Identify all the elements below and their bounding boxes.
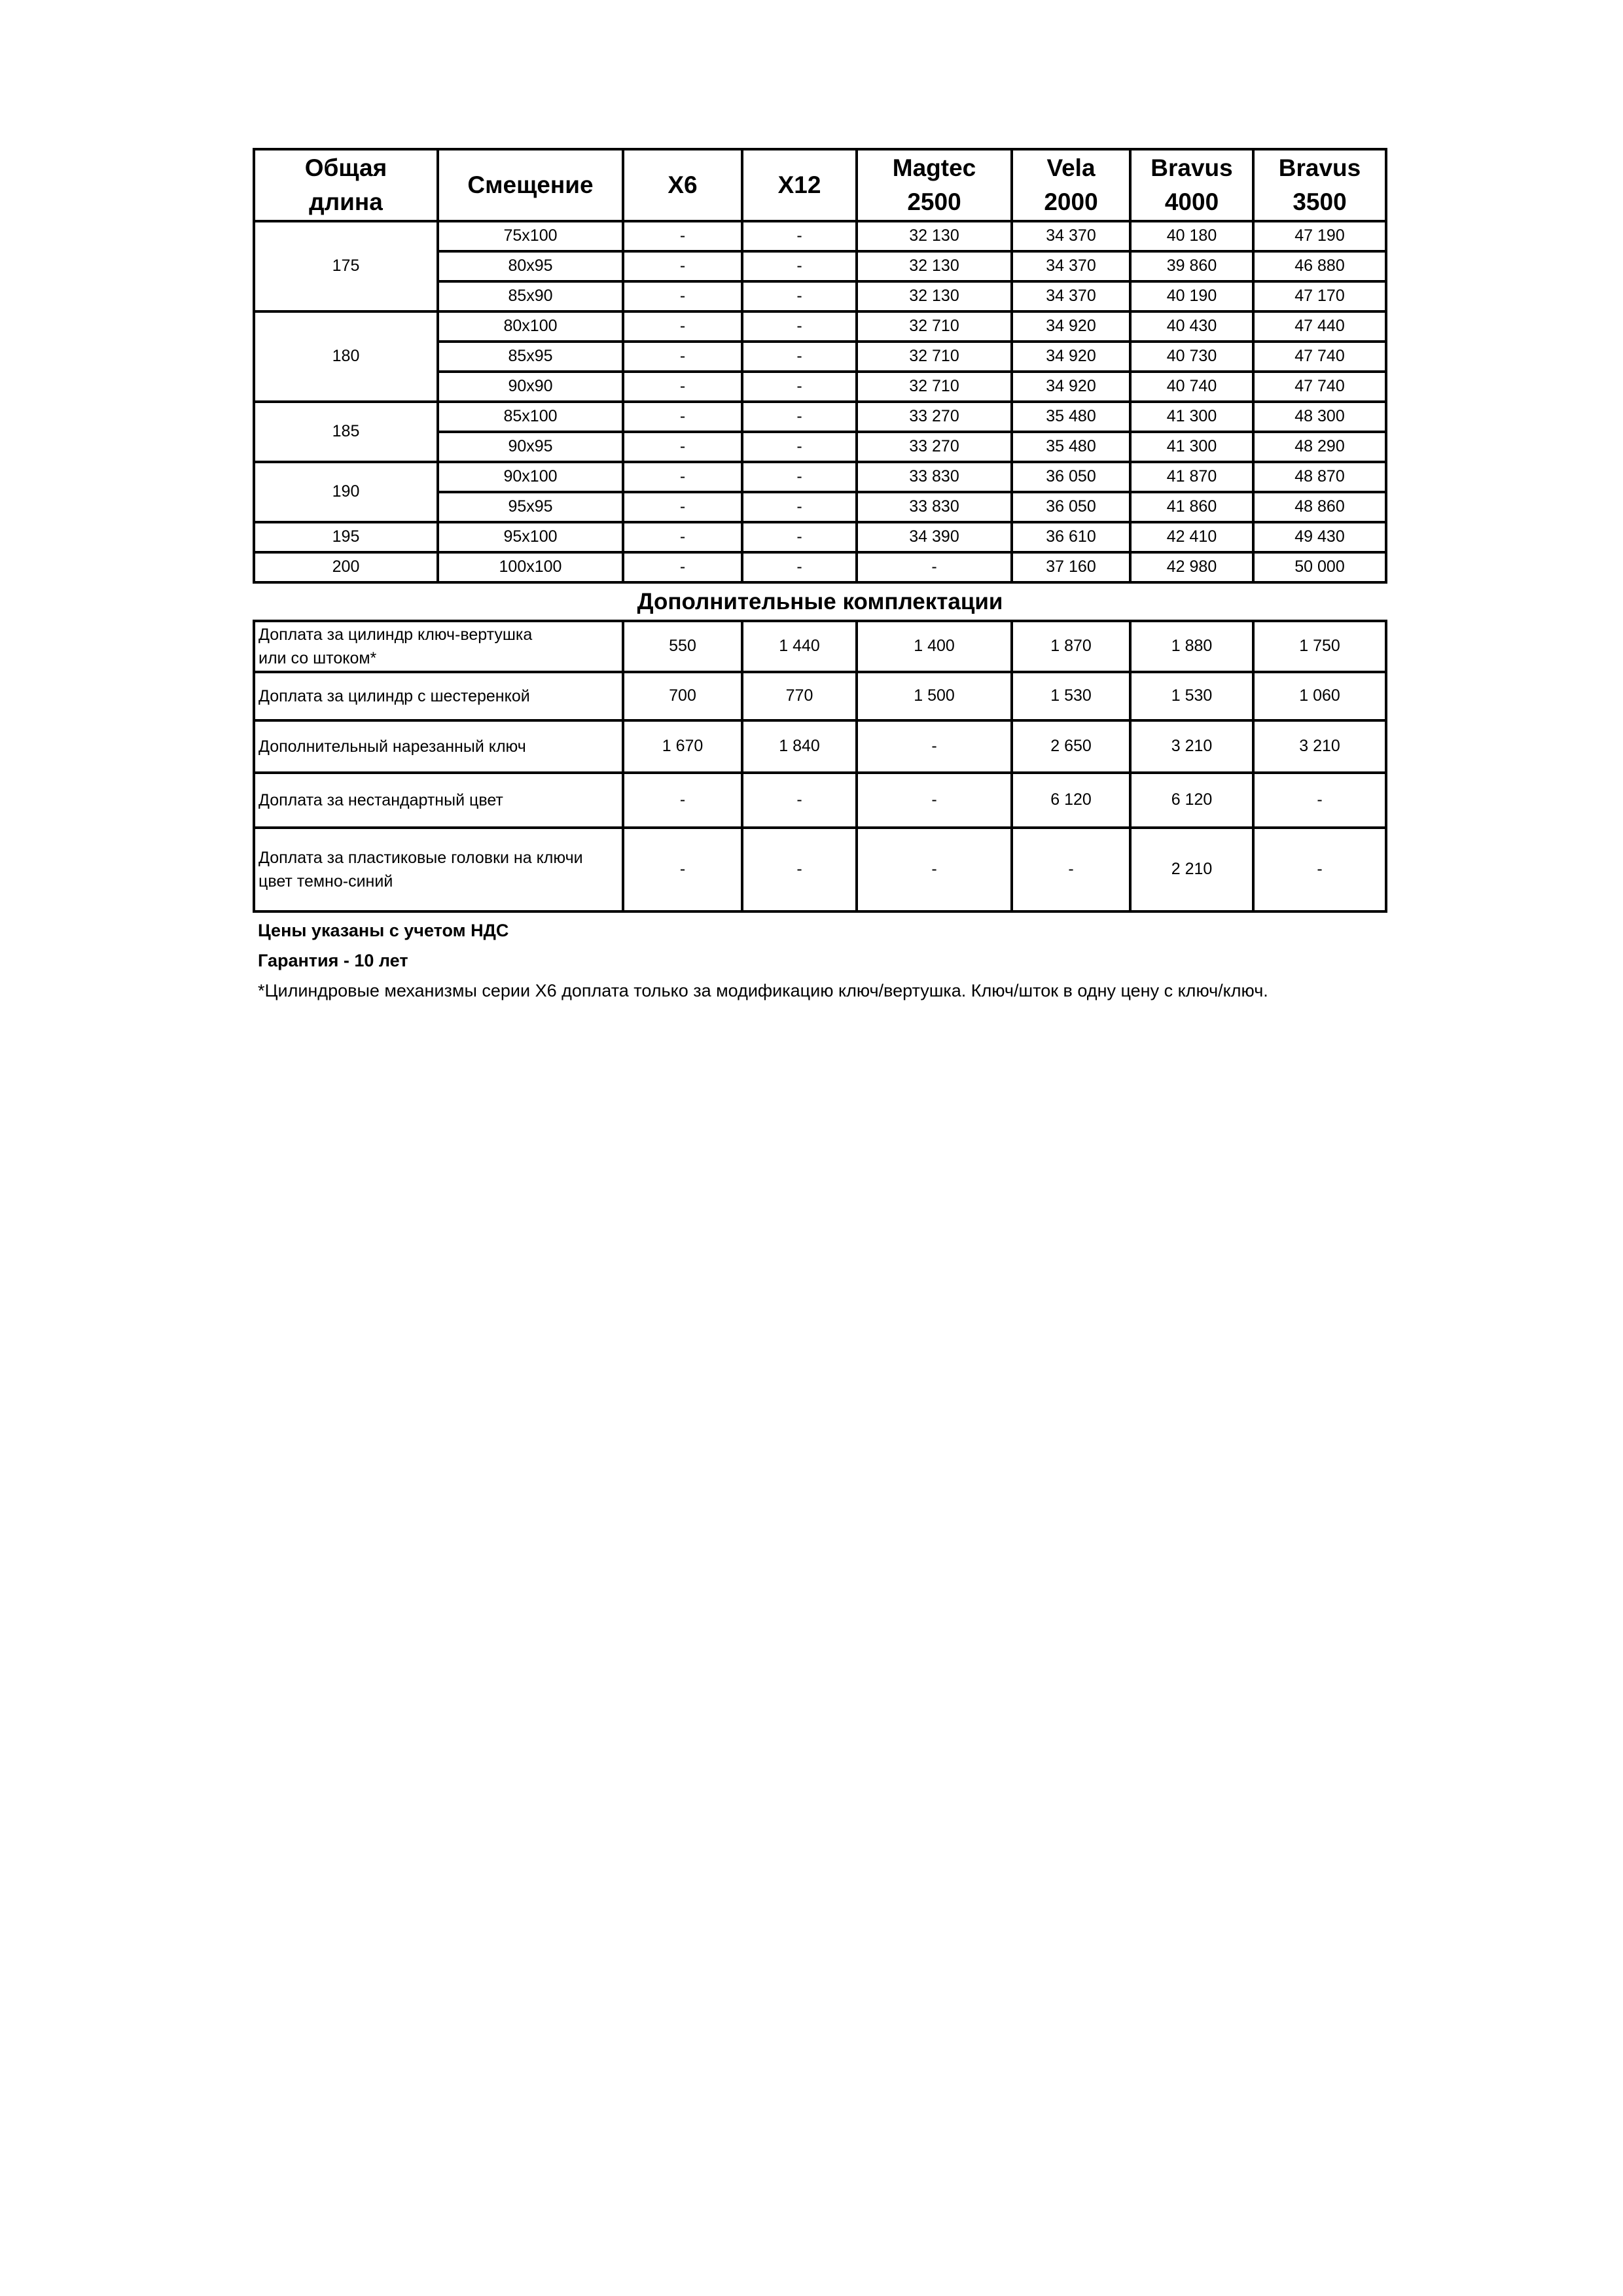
- price-cell: -: [623, 462, 742, 492]
- column-header: [1130, 149, 1253, 221]
- extras-price-cell: -: [742, 828, 857, 911]
- extras-label-line: Доплата за цилиндр ключ-вертушка: [259, 625, 533, 644]
- price-cell: -: [742, 221, 857, 251]
- extras-price-cell: 1 400: [857, 621, 1012, 672]
- price-cell: 36 050: [1012, 462, 1130, 492]
- extras-price-cell: -: [742, 773, 857, 828]
- extras-row: [254, 828, 1386, 911]
- price-cell: -: [742, 281, 857, 311]
- price-cell: 36 050: [1012, 492, 1130, 522]
- extras-price-cell: -: [857, 828, 1012, 911]
- price-cell: 32 130: [857, 221, 1012, 251]
- price-cell: 41 300: [1130, 432, 1253, 462]
- length-cell: 195: [254, 522, 438, 552]
- offset-cell: 95x95: [438, 492, 623, 522]
- price-cell: 42 980: [1130, 552, 1253, 582]
- price-cell: -: [742, 372, 857, 402]
- extras-table-body: [254, 621, 1386, 911]
- price-cell: 47 440: [1253, 311, 1386, 342]
- extras-label: [254, 828, 623, 911]
- extras-price-cell: 3 210: [1130, 720, 1253, 773]
- extras-price-cell: 6 120: [1130, 773, 1253, 828]
- column-header: [623, 149, 742, 221]
- price-cell: 48 290: [1253, 432, 1386, 462]
- extras-label: [254, 672, 623, 720]
- price-cell: 48 860: [1253, 492, 1386, 522]
- column-header: [438, 149, 623, 221]
- price-cell: 48 870: [1253, 462, 1386, 492]
- price-cell: 39 860: [1130, 251, 1253, 281]
- price-cell: 32 710: [857, 311, 1012, 342]
- price-cell: 36 610: [1012, 522, 1130, 552]
- notes: [253, 915, 1385, 1006]
- column-header-line: 4000: [1164, 188, 1219, 215]
- price-cell: -: [623, 492, 742, 522]
- price-cell: -: [742, 492, 857, 522]
- extras-label-line: Доплата за нестандартный цвет: [259, 790, 503, 809]
- column-header: [742, 149, 857, 221]
- price-cell: 34 370: [1012, 251, 1130, 281]
- price-cell: 40 180: [1130, 221, 1253, 251]
- price-cell: 32 130: [857, 251, 1012, 281]
- price-cell: 46 880: [1253, 251, 1386, 281]
- column-header-line: Vela: [1046, 154, 1096, 182]
- extras-price-cell: 1 840: [742, 720, 857, 773]
- extras-price-cell: 1 870: [1012, 621, 1130, 672]
- price-table: [253, 148, 1387, 913]
- offset-cell: 85x100: [438, 402, 623, 432]
- extras-price-cell: -: [1253, 773, 1386, 828]
- length-cell: 180: [254, 311, 438, 402]
- price-cell: 32 710: [857, 372, 1012, 402]
- table-row: [254, 221, 1386, 251]
- price-cell: -: [623, 251, 742, 281]
- warranty-note: Гарантия - 10 лет: [258, 951, 408, 970]
- extras-label: [254, 773, 623, 828]
- price-cell: 47 190: [1253, 221, 1386, 251]
- price-cell: -: [742, 251, 857, 281]
- extras-row: [254, 621, 1386, 672]
- offset-cell: 95x100: [438, 522, 623, 552]
- offset-cell: 85x90: [438, 281, 623, 311]
- extras-price-cell: 700: [623, 672, 742, 720]
- price-cell: 33 830: [857, 462, 1012, 492]
- extras-price-cell: 1 440: [742, 621, 857, 672]
- offset-cell: 80x95: [438, 251, 623, 281]
- price-cell: -: [623, 552, 742, 582]
- extras-price-cell: -: [623, 773, 742, 828]
- header-row: [254, 149, 1386, 221]
- offset-cell: 100x100: [438, 552, 623, 582]
- extras-price-cell: -: [857, 773, 1012, 828]
- extras-title: Дополнительные комплектации: [254, 582, 1386, 621]
- table-row: [254, 311, 1386, 342]
- price-cell: 40 730: [1130, 342, 1253, 372]
- price-cell: 32 710: [857, 342, 1012, 372]
- extras-row: [254, 672, 1386, 720]
- column-header-line: Общая: [304, 154, 387, 182]
- price-cell: 37 160: [1012, 552, 1130, 582]
- price-cell: -: [623, 402, 742, 432]
- column-header-line: 3500: [1293, 188, 1347, 215]
- extras-label-line: Дополнительный нарезанный ключ: [259, 737, 526, 756]
- extras-price-cell: -: [857, 720, 1012, 773]
- column-header-line: Смещение: [467, 171, 594, 199]
- extras-price-cell: 770: [742, 672, 857, 720]
- price-cell: 34 370: [1012, 281, 1130, 311]
- section-title-row: [254, 582, 1386, 621]
- price-cell: 33 830: [857, 492, 1012, 522]
- price-cell: 42 410: [1130, 522, 1253, 552]
- extras-price-cell: 2 650: [1012, 720, 1130, 773]
- price-cell: 41 860: [1130, 492, 1253, 522]
- column-header-line: 2500: [907, 188, 961, 215]
- extras-label-line: Доплата за цилиндр с шестеренкой: [259, 686, 530, 705]
- price-cell: 40 740: [1130, 372, 1253, 402]
- footnote: *Цилиндровые механизмы серии Х6 доплата только за модификацию ключ/вертушка. Ключ/шток в одну цену с ключ/ключ.: [258, 981, 1268, 1000]
- price-cell: 50 000: [1253, 552, 1386, 582]
- price-cell: -: [623, 281, 742, 311]
- table-row: [254, 552, 1386, 582]
- extras-price-cell: 1 670: [623, 720, 742, 773]
- extras-price-cell: 3 210: [1253, 720, 1386, 773]
- price-cell: 48 300: [1253, 402, 1386, 432]
- extras-price-cell: 1 500: [857, 672, 1012, 720]
- price-cell: 41 300: [1130, 402, 1253, 432]
- length-cell: 190: [254, 462, 438, 522]
- extras-label: [254, 621, 623, 672]
- offset-cell: 90x100: [438, 462, 623, 492]
- extras-row: [254, 720, 1386, 773]
- price-cell: 34 370: [1012, 221, 1130, 251]
- column-header-line: X12: [777, 171, 821, 199]
- price-cell: -: [857, 552, 1012, 582]
- offset-cell: 75x100: [438, 221, 623, 251]
- price-cell: -: [742, 402, 857, 432]
- extras-price-cell: 1 530: [1130, 672, 1253, 720]
- price-cell: 34 390: [857, 522, 1012, 552]
- extras-row: [254, 773, 1386, 828]
- extras-price-cell: 1 750: [1253, 621, 1386, 672]
- length-cell: 200: [254, 552, 438, 582]
- column-header-line: 2000: [1044, 188, 1098, 215]
- extras-label: [254, 720, 623, 773]
- column-header-line: Bravus: [1278, 154, 1361, 182]
- price-cell: -: [623, 522, 742, 552]
- extras-price-cell: -: [623, 828, 742, 911]
- main-table-body: [254, 221, 1386, 582]
- price-cell: 34 920: [1012, 342, 1130, 372]
- extras-price-cell: 6 120: [1012, 773, 1130, 828]
- extras-price-cell: 1 530: [1012, 672, 1130, 720]
- column-header: [857, 149, 1012, 221]
- offset-cell: 90x95: [438, 432, 623, 462]
- price-cell: -: [742, 311, 857, 342]
- price-cell: 47 740: [1253, 372, 1386, 402]
- column-header: [254, 149, 438, 221]
- price-cell: 47 170: [1253, 281, 1386, 311]
- price-sheet: [253, 148, 1385, 1006]
- price-cell: -: [623, 311, 742, 342]
- price-cell: 40 430: [1130, 311, 1253, 342]
- price-cell: -: [623, 372, 742, 402]
- price-cell: -: [623, 342, 742, 372]
- column-header: [1253, 149, 1386, 221]
- extras-label-line: Доплата за пластиковые головки на ключи: [259, 848, 583, 867]
- price-cell: 35 480: [1012, 432, 1130, 462]
- offset-cell: 90x90: [438, 372, 623, 402]
- extras-price-cell: 2 210: [1130, 828, 1253, 911]
- extras-price-cell: -: [1012, 828, 1130, 911]
- table-row: [254, 522, 1386, 552]
- price-cell: 33 270: [857, 432, 1012, 462]
- table-row: [254, 462, 1386, 492]
- length-cell: 185: [254, 402, 438, 462]
- extras-price-cell: 1 060: [1253, 672, 1386, 720]
- price-cell: 33 270: [857, 402, 1012, 432]
- price-cell: -: [742, 522, 857, 552]
- price-cell: -: [742, 342, 857, 372]
- vat-note: Цены указаны с учетом НДС: [258, 921, 509, 940]
- price-cell: -: [742, 432, 857, 462]
- column-header-line: X6: [668, 171, 698, 199]
- offset-cell: 80x100: [438, 311, 623, 342]
- price-cell: -: [623, 432, 742, 462]
- column-header: [1012, 149, 1130, 221]
- offset-cell: 85x95: [438, 342, 623, 372]
- price-cell: 40 190: [1130, 281, 1253, 311]
- price-cell: 35 480: [1012, 402, 1130, 432]
- extras-price-cell: 550: [623, 621, 742, 672]
- price-cell: 49 430: [1253, 522, 1386, 552]
- price-cell: 41 870: [1130, 462, 1253, 492]
- extras-price-cell: -: [1253, 828, 1386, 911]
- price-cell: 32 130: [857, 281, 1012, 311]
- column-header-line: Magtec: [892, 154, 976, 182]
- extras-price-cell: 1 880: [1130, 621, 1253, 672]
- extras-label-line: цвет темно-синий: [259, 872, 393, 891]
- table-row: [254, 402, 1386, 432]
- price-cell: 47 740: [1253, 342, 1386, 372]
- extras-label-line: или со штоком*: [259, 649, 377, 667]
- price-cell: 34 920: [1012, 311, 1130, 342]
- price-cell: 34 920: [1012, 372, 1130, 402]
- length-cell: 175: [254, 221, 438, 311]
- column-header-line: длина: [309, 188, 383, 215]
- price-cell: -: [742, 552, 857, 582]
- price-cell: -: [742, 462, 857, 492]
- column-header-line: Bravus: [1150, 154, 1233, 182]
- price-cell: -: [623, 221, 742, 251]
